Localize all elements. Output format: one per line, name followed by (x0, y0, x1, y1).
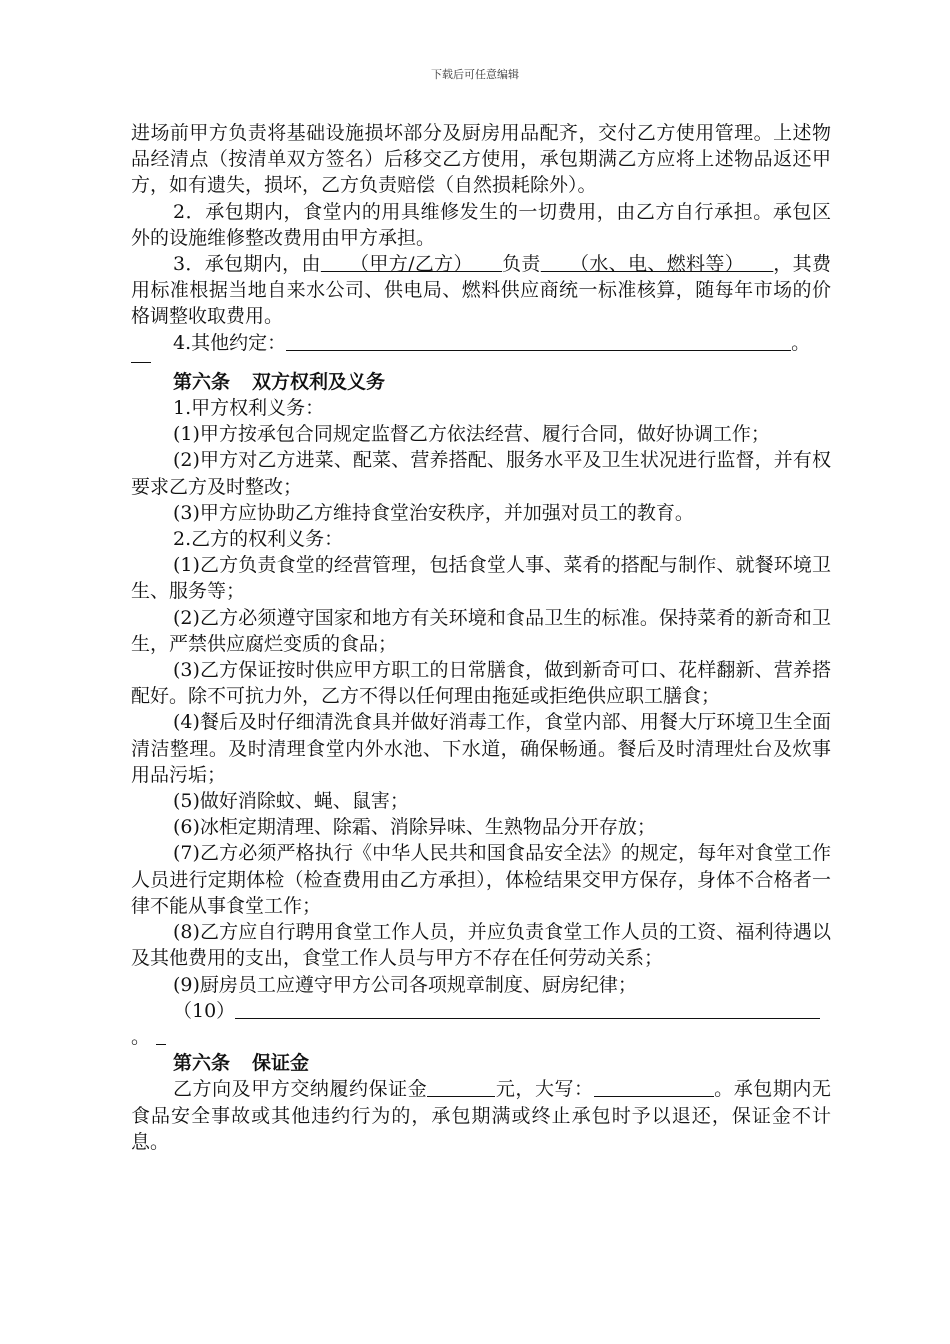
party-b-heading: 2.乙方的权利义务： (173, 528, 344, 551)
utilities-text-a: 3．承包期内，由 (173, 253, 321, 276)
section-heading-deposit (131, 1050, 831, 1076)
party-b-item: (7)乙方必须严格执行《中华人民共和国食品安全法》的规定，每年对食堂工作人员进行定期体检（检查费用由乙方承担），体检结果交甲方保存，身体不合格者一律不能从事食堂工作； (131, 842, 831, 917)
section-number: 第六条 (173, 370, 231, 393)
other-terms-blank (286, 332, 791, 351)
paragraph-utilities (131, 251, 831, 330)
page-header: 下载后可任意编辑 (431, 68, 519, 81)
party-b-item: (5)做好消除蚊、蝇、鼠害； (173, 790, 409, 813)
party-a-heading: 1.甲方权利义务： (173, 397, 325, 420)
section-heading-rights (131, 369, 831, 395)
party-b-item-10 (131, 998, 831, 1024)
other-terms-end: 。 (791, 331, 811, 354)
item-10-end-line (131, 1024, 831, 1050)
document-body (131, 120, 831, 1155)
party-b-item: (3)乙方保证按时供应甲方职工的日常膳食，做到新奇可口、花样翻新、营养搭配好。除不可抗力外，乙方不得以任何理由拖延或拒绝供应职工膳食； (131, 659, 831, 708)
deposit-text-c: 。承包期内无食品安全事故或其他违约行为的，承包期满或终止承包时予以退还，保证金不计息。 (131, 1078, 831, 1153)
utilities-type-field: （水、电、燃料等） (540, 253, 774, 276)
paragraph-handover: 进场前甲方负责将基础设施损坏部分及厨房用品配齐，交付乙方使用管理。上述物品经清点（按清单双方签名）后移交乙方使用，承包期满乙方应将上述物品返还甲方，如有遗失，损坏，乙方负责赔偿（自然损耗除外）。 (131, 122, 831, 197)
party-b-item: (1)乙方负责食堂的经营管理，包括食堂人事、菜肴的搭配与制作、就餐环境卫生、服务等； (131, 554, 831, 603)
section-title: 双方权利及义务 (252, 370, 386, 393)
item-10-end: 。 (131, 1025, 151, 1048)
paragraph-maintenance: 2．承包期内，食堂内的用具维修发生的一切费用，由乙方自行承担。承包区外的设施维修整改费用由甲方承担。 (131, 200, 831, 249)
party-a-item: (1)甲方按承包合同规定监督乙方依法经营、履行合同，做好协调工作； (173, 423, 770, 446)
utilities-text-c: ，其费用标准根据当地自来水公司、供电局、燃料供应商统一标准核算，随每年市场的价格调整收取费用。 (131, 253, 831, 328)
deposit-text-b: 元，大写： (495, 1078, 594, 1101)
deposit-amount-blank (427, 1078, 495, 1097)
utilities-party-field: （甲方/乙方） (320, 253, 503, 276)
party-b-item: (4)餐后及时仔细清洗食具并做好消毒工作，食堂内部、用餐大厅环境卫生全面清洁整理。及时清理食堂内外水池、下水道，确保畅通。餐后及时清理灶台及炊事用品污垢； (131, 711, 831, 786)
utilities-text-b: 负责 (502, 253, 541, 276)
line-stub (156, 1030, 166, 1045)
party-b-item: (2)乙方必须遵守国家和地方有关环境和食品卫生的标准。保持菜肴的新奇和卫生，严禁供应腐烂变质的食品； (131, 606, 831, 655)
section-number: 第六条 (173, 1052, 231, 1075)
deposit-text-a: 乙方向及甲方交纳履约保证金 (173, 1078, 428, 1101)
paragraph-other-terms (131, 330, 831, 356)
paragraph-deposit (131, 1076, 831, 1155)
party-b-item: (6)冰柜定期清理、除霜、消除异味、生熟物品分开存放； (173, 816, 656, 839)
other-terms-label: 4.其他约定： (173, 331, 287, 354)
item-10-label: （10） (173, 999, 236, 1022)
party-a-item: (3)甲方应协助乙方维持食堂治安秩序，并加强对员工的教育。 (173, 501, 694, 524)
section-title: 保证金 (252, 1052, 310, 1075)
party-a-item: (2)甲方对乙方进菜、配菜、营养搭配、服务水平及卫生状况进行监督，并有权要求乙方及时整改； (131, 449, 831, 498)
party-b-item: (8)乙方应自行聘用食堂工作人员，并应负责食堂工作人员的工资、福利待遇以及其他费用的支出，食堂工作人员与甲方不存在任何劳动关系； (131, 921, 831, 970)
item-10-blank (235, 1000, 820, 1019)
party-b-item: (9)厨房员工应遵守甲方公司各项规章制度、厨房纪律； (173, 973, 637, 996)
line-stub (131, 356, 151, 363)
deposit-words-blank (594, 1078, 714, 1097)
